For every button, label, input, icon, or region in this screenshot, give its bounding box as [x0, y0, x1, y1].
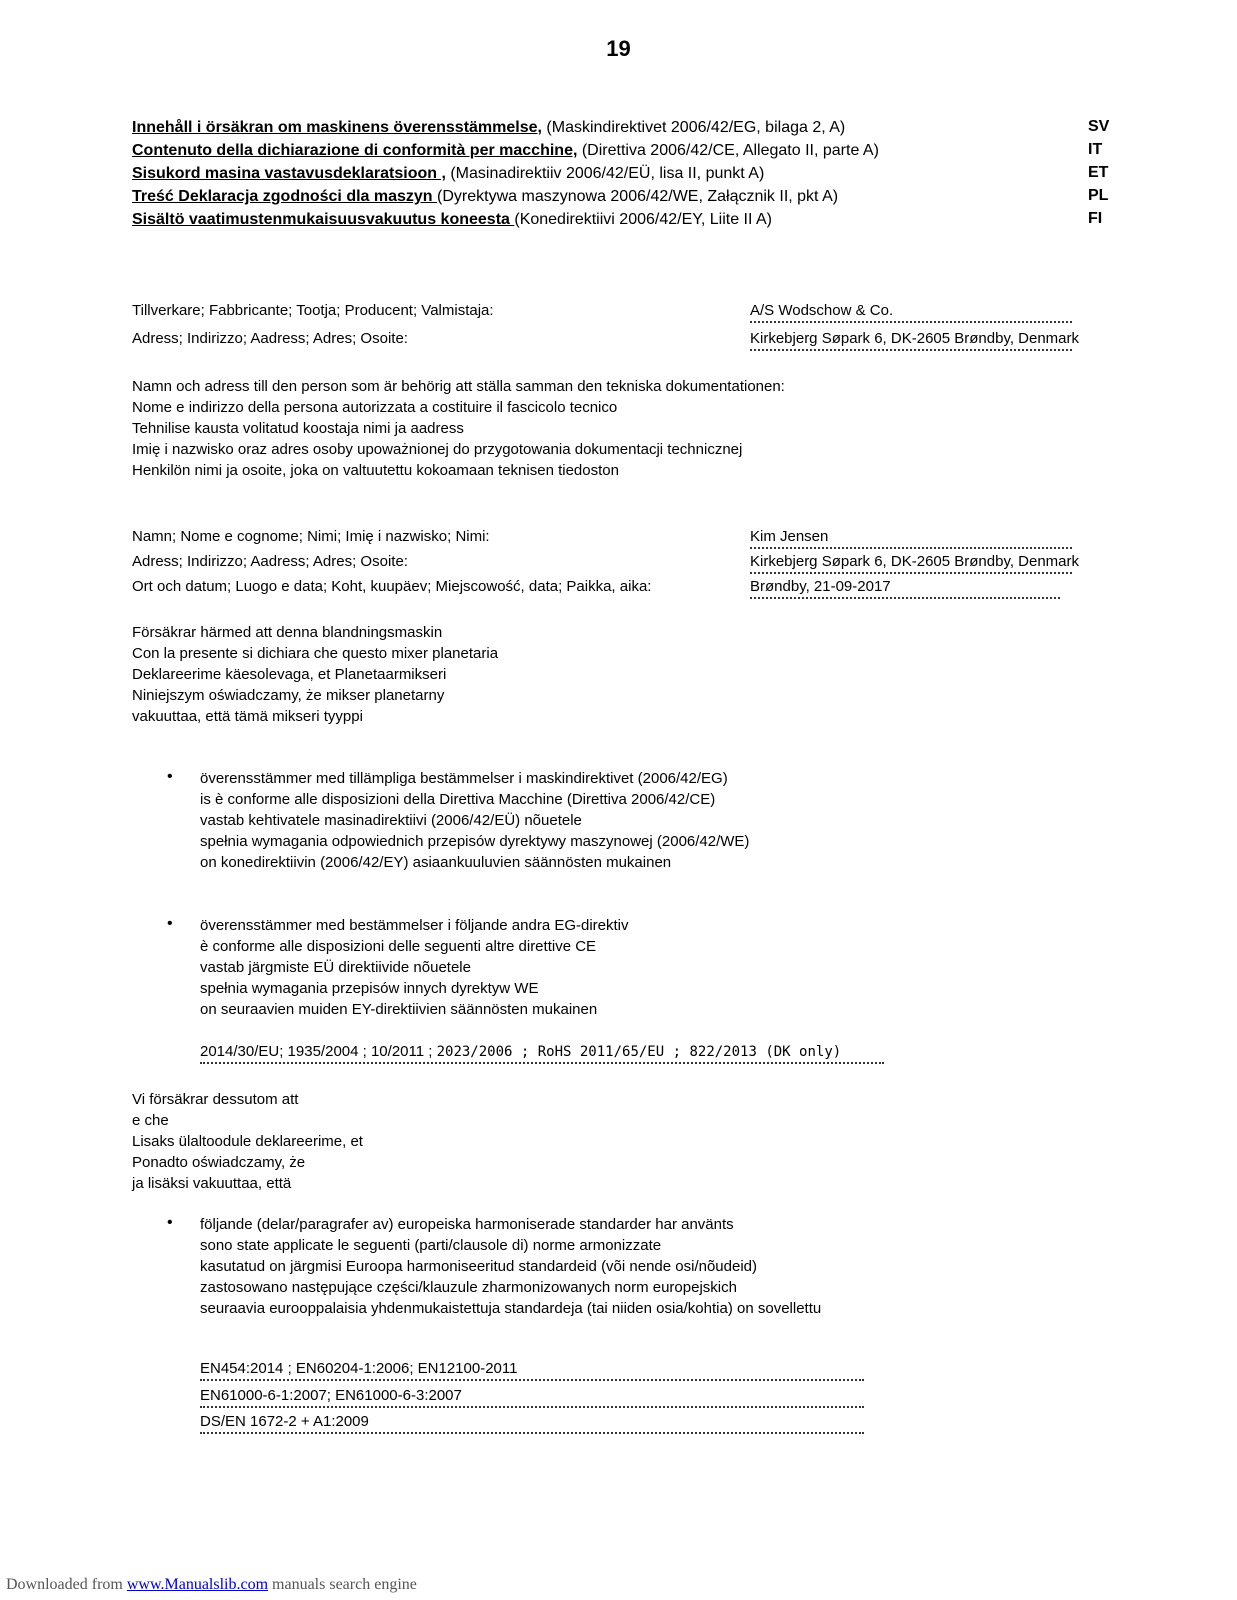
- language-code-fi: FI: [1088, 210, 1103, 227]
- header-line-it: [132, 139, 879, 162]
- person-name-label: Namn; Nome e cognome; Nimi; Imię i nazwisko; Nimi:: [132, 528, 490, 545]
- bullet-line: spełnia wymagania odpowiednich przepisów dyrektywy maszynowej (2006/42/WE): [200, 833, 750, 850]
- bullet-line: zastosowano następujące części/klauzule zharmonizowanych norm europejskich: [200, 1279, 737, 1296]
- declare-line: Försäkrar härmed att denna blandningsmaskin: [132, 624, 443, 641]
- manualslib-link[interactable]: www.Manualslib.com: [126, 1576, 269, 1593]
- language-code-sv: SV: [1088, 118, 1110, 135]
- bullet-list-standards: [200, 1214, 821, 1319]
- header-line-et: [132, 162, 764, 185]
- declare-block: [132, 622, 498, 727]
- tech-doc-line: Namn och adress till den person som är behörig att ställa samman den tekniska dokumentationen:: [132, 378, 785, 395]
- footer-suffix: manuals search engine: [268, 1576, 417, 1593]
- download-footer: [6, 1576, 417, 1594]
- header-line-pl: [132, 185, 838, 208]
- standards-line: DS/EN 1672-2 + A1:2009: [200, 1413, 864, 1434]
- bullet-line: vastab kehtivatele masinadirektiivi (2006/42/EÜ) nõuetele: [200, 812, 582, 829]
- header-title: Sisukord masina vastavusdeklaratsioon ,: [132, 165, 446, 182]
- header-detail: (Maskindirektivet 2006/42/EG, bilaga 2, A): [541, 119, 846, 136]
- header-title: Innehåll i örsäkran om maskinens överensstämmelse,: [132, 119, 542, 136]
- tech-doc-line: Henkilön nimi ja osoite, joka on valtuutettu kokoamaan teknisen tiedoston: [132, 462, 619, 479]
- standards-line: EN61000-6-1:2007; EN61000-6-3:2007: [200, 1387, 864, 1408]
- tech-doc-line: Tehnilise kausta volitatud koostaja nimi ja aadress: [132, 420, 464, 437]
- bullet-line: seuraavia eurooppalaisia yhdenmukaistettuja standardeja (tai niiden osia/kohtia) on sovellettu: [200, 1300, 822, 1317]
- language-code-pl: PL: [1088, 187, 1109, 204]
- bullet-line: spełnia wymagania przepisów innych dyrektyw WE: [200, 980, 539, 997]
- further-declare-block: [132, 1089, 363, 1194]
- standards-line: EN454:2014 ; EN60204-1:2006; EN12100-2011: [200, 1360, 864, 1381]
- manufacturer-label: Tillverkare; Fabbricante; Tootja; Producent; Valmistaja:: [132, 302, 494, 319]
- further-line: ja lisäksi vakuuttaa, että: [132, 1175, 292, 1192]
- tech-doc-line: Nome e indirizzo della persona autorizzata a costituire il fascicolo tecnico: [132, 399, 618, 416]
- bullet-marker: •: [167, 768, 173, 785]
- language-code-it: IT: [1088, 141, 1103, 158]
- bullet-line: on konedirektiivin (2006/42/EY) asiaankuuluvien säännösten mukainen: [200, 854, 672, 871]
- tech-doc-line: Imię i nazwisko oraz adres osoby upoważnionej do przygotowania dokumentacji technicznej: [132, 441, 743, 458]
- directives-list: [200, 1043, 884, 1064]
- bullet-list-other-directives: [200, 915, 629, 1020]
- header-line-sv: [132, 116, 845, 139]
- further-line: Ponadto oświadczamy, że: [132, 1154, 306, 1171]
- bullet-line: överensstämmer med tillämpliga bestämmelser i maskindirektivet (2006/42/EG): [200, 770, 728, 787]
- header-detail: (Masinadirektiiv 2006/42/EÜ, lisa II, punkt A): [445, 165, 765, 182]
- place-date-label: Ort och datum; Luogo e data; Koht, kuupäev; Miejscowość, data; Paikka, aika:: [132, 578, 652, 595]
- bullet-line: on seuraavien muiden EY-direktiivien säännösten mukainen: [200, 1001, 598, 1018]
- place-date-value: Brøndby, 21-09-2017: [750, 578, 1060, 599]
- bullet-line: vastab järgmiste EÜ direktiivide nõuetele: [200, 959, 471, 976]
- further-line: Lisaks ülaltoodule deklareerime, et: [132, 1133, 363, 1150]
- tech-doc-block: [132, 376, 785, 481]
- footer-prefix: Downloaded from: [6, 1576, 127, 1593]
- bullet-line: överensstämmer med bestämmelser i följande andra EG-direktiv: [200, 917, 629, 934]
- person-address-value: Kirkebjerg Søpark 6, DK-2605 Brøndby, Denmark: [750, 553, 1072, 574]
- bullet-line: kasutatud on järgmisi Euroopa harmoniseeritud standardeid (või nende osi/nõudeid): [200, 1258, 758, 1275]
- bullet-list-machinery: [200, 768, 749, 873]
- bullet-marker: •: [167, 915, 173, 932]
- directives-part-b: 2023/2006 ; RoHS 2011/65/EU ; 822/2013 (DK only): [436, 1044, 842, 1060]
- manufacturer-address-value: Kirkebjerg Søpark 6, DK-2605 Brøndby, Denmark: [750, 330, 1072, 351]
- manufacturer-value: A/S Wodschow & Co.: [750, 302, 1072, 323]
- further-line: e che: [132, 1112, 169, 1129]
- bullet-line: is è conforme alle disposizioni della Direttiva Macchine (Direttiva 2006/42/CE): [200, 791, 716, 808]
- header-detail: (Direttiva 2006/42/CE, Allegato II, parte A): [577, 142, 879, 159]
- declare-line: Con la presente si dichiara che questo mixer planetaria: [132, 645, 499, 662]
- declare-line: Niniejszym oświadczamy, że mikser planetarny: [132, 687, 445, 704]
- header-detail: (Konedirektiivi 2006/42/EY, Liite II A): [514, 211, 772, 228]
- header-title: Contenuto della dichiarazione di conformità per macchine,: [132, 142, 578, 159]
- bullet-line: sono state applicate le seguenti (parti/clausole di) norme armonizzate: [200, 1237, 662, 1254]
- manufacturer-address-label: Adress; Indirizzo; Aadress; Adres; Osoite:: [132, 330, 408, 347]
- further-line: Vi försäkrar dessutom att: [132, 1091, 299, 1108]
- declare-line: vakuuttaa, että tämä mikseri tyyppi: [132, 708, 363, 725]
- bullet-line: följande (delar/paragrafer av) europeiska harmoniserade standarder har använts: [200, 1216, 734, 1233]
- header-line-fi: [132, 208, 772, 231]
- bullet-marker: •: [167, 1214, 173, 1231]
- page-number: 19: [606, 36, 631, 61]
- bullet-line: è conforme alle disposizioni delle seguenti altre direttive CE: [200, 938, 597, 955]
- language-code-et: ET: [1088, 164, 1109, 181]
- declare-line: Deklareerime käesolevaga, et Planetaarmikseri: [132, 666, 447, 683]
- directives-part-a: 2014/30/EU; 1935/2004 ; 10/2011 ;: [200, 1043, 437, 1060]
- header-title: Sisältö vaatimustenmukaisuusvakuutus koneesta: [132, 211, 515, 228]
- header-title: Treść Deklaracja zgodności dla maszyn: [132, 188, 438, 205]
- person-address-label: Adress; Indirizzo; Aadress; Adres; Osoite:: [132, 553, 408, 570]
- person-name-value: Kim Jensen: [750, 528, 1072, 549]
- header-detail: (Dyrektywa maszynowa 2006/42/WE, Załącznik II, pkt A): [437, 188, 839, 205]
